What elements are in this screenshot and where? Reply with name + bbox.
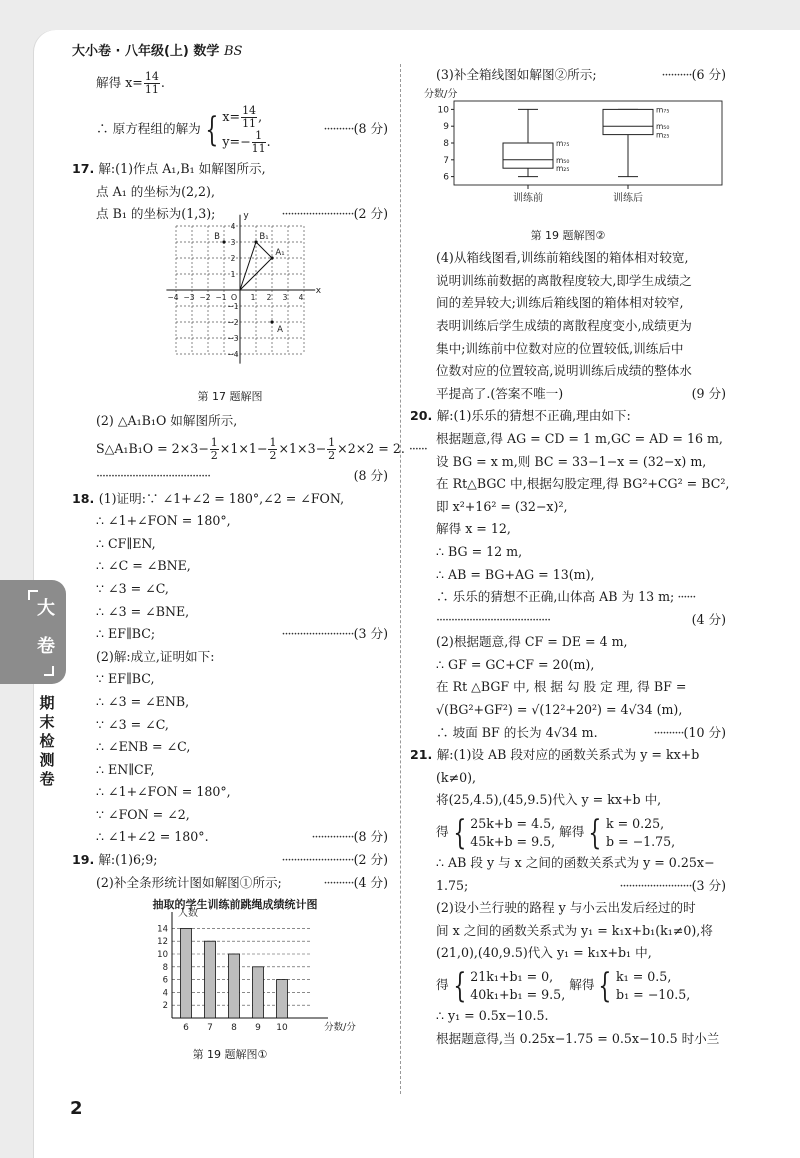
quantile-label: m₅₀ [656,121,670,131]
x-tick-label: 3 [282,292,288,302]
q20-line: ∴ 乐乐的猜想不正确,山体高 AB 为 13 m; ······ [436,589,696,605]
q20-line: ∴ 坡面 BF 的长为 4√34 m. ··········(10 分) [410,722,726,745]
q18-line: 18. (1)证明:∵ ∠1+∠2 = 180°,∠2 = ∠FON, [72,490,345,506]
x-tick-label: 6 [183,1023,189,1034]
point-label: B [214,231,220,242]
plot-frame [454,101,722,185]
figure-19b-caption: 第 19 题解图② [530,228,606,242]
q20-line: 根据题意,得 AG = CD = 1 m,GC = AD = 16 m, [436,430,723,446]
q20-line: 即 x²+16² = (32−x)², [436,498,568,514]
x-axis-label: 分数/分 [324,1022,356,1034]
score-points: ························(3 分) [281,626,388,642]
text-line: 1.75; ························(3 分) [410,875,726,898]
x-tick-label: 训练后 [613,192,643,204]
quantile-label: m₇₅ [556,138,570,148]
figure-17-caption: 第 17 题解图 [197,389,263,403]
y-tick-label: 4 [162,988,168,999]
q18-line: ∴ ∠1+∠FON = 180°, [96,513,231,529]
box-plot-chart [420,87,720,225]
score-points: (8 分) [353,121,388,136]
y-tick-label: 7 [443,155,449,166]
q18-line: ∵ ∠3 = ∠C, [96,716,169,732]
q18-line: ∴ EF∥BC; ························(3 分) [72,623,388,646]
q18-line: ∵ ∠3 = ∠C, [96,580,169,596]
y-tick-label: 1 [230,269,236,279]
q18-line: (2)解:成立,证明如下: [96,648,215,664]
fraction: $\frac{14}{11}$ [144,70,159,96]
y-tick-label: 2 [230,253,236,263]
x-tick-label: 7 [207,1023,213,1034]
question-number-21: 21. [410,747,437,763]
quantile-label: m₇₅ [656,104,670,114]
q20-line: 20. 解:(1)乐乐的猜想不正确,理由如下: [410,408,631,424]
text-line: (2)设小兰行驶的路程 y 与小云出发后经过的时 [436,900,696,916]
tab-big-label: 大卷 [37,598,55,657]
solve-line: 解得 x= [96,75,143,90]
box-训练前 [503,143,553,168]
score-points: ··············(8 分) [311,829,388,845]
question-18-block [72,488,388,850]
q18-line: ∴ ∠1+∠2 = 180°. ··············(8 分) [72,826,388,849]
point-B [222,240,225,243]
point-B₁ [254,240,257,243]
text-line: ∴ AB 段 y 与 x 之间的函数关系式为 y = 0.25x− [436,855,715,871]
origin-label: O [230,292,238,302]
q20-line: ∴ BG = 12 m, [436,543,523,559]
q20-line: ∴ AB = BG+AG = 13(m), [436,566,595,582]
q21-line: 将(25,4.5),(45,9.5)代入 y = kx+b 中, [436,792,662,808]
q19-line: 间的差异较大;训练后箱线图的箱体相对较窄, [436,295,684,311]
text-line: 间 x 之间的函数关系式为 y₁ = k₁x+b₁(k₁≠0),将 [436,922,713,938]
q19-line: 集中;训练前中位数对应的位置较低,训练后中 [436,340,684,356]
bar-9 [253,967,264,1018]
y-axis-label: y [243,210,249,221]
bar-6 [181,929,192,1019]
y-tick-label: −2 [227,317,239,327]
y-tick-label: 12 [157,937,168,948]
y-tick-label: 14 [157,924,168,935]
q19-line: 平提高了.(答案不唯一) (9 分) [436,383,726,406]
y-tick-label: 4 [230,221,236,231]
bar-8 [229,954,240,1018]
q18-line: ∵ ∠FON = ∠2, [96,806,190,822]
q18-line: ∴ ∠1+∠FON = 180°, [96,784,231,800]
question-21-block [410,744,726,1050]
y-tick-label: 10 [157,950,168,961]
box-训练后 [603,109,653,134]
text-line: ∴ y₁ = 0.5x−10.5. [436,1008,549,1023]
x-tick-label: 训练前 [513,192,543,204]
text-line: (21,0),(40,9.5)代入 y₁ = k₁x+b₁ 中, [436,945,652,961]
point-label: A [277,324,283,335]
column-divider [400,64,401,1094]
q20-line: 设 BG = x m,则 BC = 33−1−x = (32−x) m, [436,453,707,469]
score-points: ························(3 分) [619,877,726,893]
point-A [270,320,273,323]
question-20-block: 20. 解:(1)乐乐的猜想不正确,理由如下: 根据题意,得 AG = CD = 1 m,GC = AD = 16 m, 设 BG = x m,则 BC = 33−1−x = (32−x) m, 在 Rt△BGC 中,根据勾股定理,得 BG²+CG² = BC², 即 x²+16² = (32−x)², 解得 x = 12, ∴ BG = 12 m, ∴ AB = BG+AG = 13(m), ∴ 乐乐的猜想不正确,山体高 AB 为 13 m; ······ ······································ (4 分) (2)根据题意,得 CF = DE = 4 m, ∴ GF = GC+CF = 20(m), 在 Rt △BGF 中, 根 据 勾 股 定 理, 得 BF = √(BG²+GF²) = √(12²+20²) = 4√34 (m), ∴ 坡面 BF 的长为 4√34 m. ··········(10 分) [410,405,726,744]
question-number-17: 17. [72,161,95,176]
x-axis-label: x [315,285,322,296]
q18-line: ∴ ∠ENB = ∠C, [96,739,191,755]
x-tick-label: 10 [276,1023,288,1034]
x-tick-label: −1 [215,292,227,302]
score-points: ··········(10 分) [653,724,726,740]
y-axis-label: 人数 [178,908,198,920]
y-axis-label: 分数/分 [424,88,458,100]
score-points: (4 分) [691,611,726,627]
area-formula: S△A₁B₁O = 2×3− $\frac{1}{2}$ ×1×1− $\frac{1}{2}$ ×1×3− $\frac{1}{2}$ ×2×2 = 2. ······ [96,435,427,462]
y-tick-label: −1 [227,301,239,311]
q18-line: ∴ ∠C = ∠BNE, [96,558,191,574]
page-number: 2 [70,1098,83,1119]
system-solution: ∴ 原方程组的解为 { x= $\frac{14}{11}$ , y=− $\frac{1}{11}$ . ··········(8 分) [96,103,388,155]
q18-line: ∵ EF∥BC, [96,671,155,687]
header-edition: BS [223,44,243,59]
y-tick-label: 6 [443,172,449,183]
question-number-19: 19. [72,852,95,868]
score-points: (9 分) [691,385,726,401]
y-tick-label: 9 [443,121,449,132]
equation-system: 得 { 21k₁+b₁ = 0, 40k₁+b₁ = 9.5, 解得 { k₁ = 0.5, b₁ = −10.5, [436,965,691,1006]
x-tick-label: −4 [167,292,179,302]
text-line: 根据题意得,当 0.25x−1.75 = 0.5x−10.5 时小兰 [436,1030,720,1046]
x-tick-label: 2 [266,292,272,302]
q18-line: ∴ EN∥CF, [96,761,155,777]
bar-7 [205,941,216,1018]
equation-system: 得 { 25k+b = 4.5, 45k+b = 9.5, 解得 { k = 0.25, b = −1.75, [436,812,676,853]
x-tick-label: 8 [231,1023,237,1034]
q19-line: 表明训练后学生成绩的离散程度变小,成绩更为 [436,317,692,333]
q20-line: ∴ GF = GC+CF = 20(m), [436,656,595,672]
q20-line: 解得 x = 12, [436,521,511,537]
y-tick-label: 3 [230,237,236,247]
q21-line: (k≠0), [436,769,477,785]
point-label: B₁ [259,231,269,242]
header-title: 大小卷 · 八年级(上) 数学 [72,44,220,59]
right-column: (3)补全箱线图如解图②所示; ··········(6 分) 分数/分 6 7 8 9 10 m₇₅ m₅₀ m₂₅ 训练前 m₇₅ m₅₀ m₂₅ 训练后 第 19 题解图② (4)从箱线图看,训练前箱线图的箱体相对较宽, 说明训练前数据的离散程度较大,即学生成绩之 间的差异较大;训练后箱线图的箱体相对较窄, 表明训练后学生成绩的离散程度变小,成绩更为 集中;训练前中位数对应的位置较低,训练后中 位数对应的位置较高,说明训练后成绩的整体水 平提高了.(答案不唯一) (9 分) 20. 解:(1)乐乐的猜想不正确,理由如下: 根据题意,得 AG = CD = 1 m,GC = AD = 16 m, 设 BG = x m,则 BC = 33−1−x = (32−x) m, 在 Rt△BGC 中,根据勾股定理,得 BG²+CG² = BC², 即 x²+16² = (32−x)², 解得 x = 12, ∴ BG = 12 m, ∴ AB = BG+AG = 13(m), ∴ 乐乐的猜想不正确,山体高 AB 为 13 m; ······ ······································ (4 分) (2)根据题意,得 CF = DE = 4 m, ∴ GF = GC+CF = 20(m), 在 Rt △BGF 中, 根 据 勾 股 定 理, 得 BF = √(BG²+GF²) = √(12²+20²) = 4√34 (m), ∴ 坡面 BF 的长为 4√34 m. ··········(10 分) 21. 解:(1)设 AB 段对应的函数关系式为 y = kx+b (k≠0), 将(25,4.5),(45,9.5)代入 y = kx+b 中, 得 { 25k+b = 4.5, 45k+b = 9.5, 解得 { k = 0.25, b = −1.75, ∴ AB 段 y 与 x 之间的函数关系式为 y = 0.25x− 1.75; ························(3 分) (2)设小兰行驶的路程 y 与小云出发后经过的时 间 x 之间的函数关系式为 y₁ = k₁x+b₁(k₁≠0),将 (21,0),(40,9.5)代入 y₁ = k₁x+b₁ 中, 得 { 21k₁+b₁ = 0, 40k₁+b₁ = 9.5, 解得 { k₁ = 0.5, b₁ = −10.5, ∴ y₁ = 0.5x−10.5. 根据题意得,当 0.25x−1.75 = 0.5x−10.5 时小兰 [410,64,726,1050]
running-header [72,40,242,59]
point-label: A₁ [275,247,285,258]
q19-line: (4)从箱线图看,训练前箱线图的箱体相对较宽, [436,250,689,266]
quantile-label: m₂₅ [656,130,670,140]
quantile-label: m₅₀ [556,155,570,165]
q21-line: 21. 解:(1)设 AB 段对应的函数关系式为 y = kx+b [410,747,700,763]
question-number-20: 20. [410,408,437,424]
q18-line: ∴ CF∥EN, [96,535,156,551]
section-tab [0,580,66,684]
left-column: 解得 x= $\frac{14}{11}$ . ∴ 原方程组的解为 { x= $\frac{14}{11}$ , y=− $\frac{1}{11}$ . ··········(8 分) 17. 解:(1)作点 A₁,B₁ 如解图所示, 点 A₁ 的坐标为(2,2), 点 B₁ 的坐标为(1,3); ························(2 分) x y O −4 −3 −2 −1 1 2 3 4 4 3 2 1 −1 −2 −3 −4 B B₁ A₁ A 第 17 题解图 (2) △A₁B₁O 如解图所示, S△A₁B₁O = 2×3− $\frac{1}{2}$ ×1×1− $\frac{1}{2}$ ×1×3− $\frac{1}{2}$ ×2×2 = 2. ······ ······································ (8 分) 18. (1)证明:∵ ∠1+∠2 = 180°,∠2 = ∠FON, ∴ ∠1+∠FON = 180°, ∴ CF∥EN, ∴ ∠C = ∠BNE, ∵ ∠3 = ∠C, ∴ ∠3 = ∠BNE, ∴ EF∥BC; ························(3 分) (2)解:成立,证明如下: ∵ EF∥BC, ∴ ∠3 = ∠ENB, ∵ ∠3 = ∠C, ∴ ∠ENB = ∠C, ∴ EN∥CF, ∴ ∠1+∠FON = 180°, ∵ ∠FON = ∠2, ∴ ∠1+∠2 = 180°. ··············(8 分) 19. 解:(1)6;9; ························(2 分) (2)补全条形统计图如解图①所示; ··········(4 分) 抽取的学生训练前跳绳成绩统计图 2 4 6 8 10 12 14 人数 6 7 8 9 10 分数/分 第 19 题解图① [72,66,388,1067]
y-tick-label: −3 [227,333,239,343]
q18-line: ∴ ∠3 = ∠BNE, [96,603,190,619]
y-tick-label: 10 [437,104,449,115]
question-number-18: 18. [72,490,99,506]
y-tick-label: 8 [162,963,168,974]
quantile-label: m₂₅ [556,163,570,173]
coordinate-grid-figure [167,210,350,386]
q20-line: (2)根据题意,得 CF = DE = 4 m, [436,634,628,650]
point-A₁ [270,256,273,259]
y-tick-label: 2 [162,1001,168,1012]
y-tick-label: −4 [227,349,239,359]
x-tick-label: 1 [250,292,256,302]
q19-line: 位数对应的位置较高,说明训练后成绩的整体水 [436,363,692,379]
q18-line: ∴ ∠3 = ∠ENB, [96,693,190,709]
q20-line: 在 Rt △BGF 中, 根 据 勾 股 定 理, 得 BF = [436,679,687,695]
y-tick-label: 8 [443,138,449,149]
tab-vertical-label: 期末检测卷 [39,694,55,788]
question-19-part4 [410,247,726,405]
x-tick-label: −3 [183,292,195,302]
q20-line: √(BG²+GF²) = √(12²+20²) = 4√34 (m), [436,702,683,718]
q19-line: 说明训练前数据的离散程度较大,即学生成绩之 [436,272,692,288]
bar-chart [150,910,360,1040]
q20-line: 在 Rt△BGC 中,根据勾股定理,得 BG²+CG² = BC², [436,476,730,492]
x-tick-label: 4 [298,292,304,302]
x-tick-label: 9 [255,1023,261,1034]
bar-10 [277,980,288,1018]
y-tick-label: 6 [162,975,168,986]
bar-chart-title: 抽取的学生训练前跳绳成绩统计图 [152,898,318,912]
figure-19a-caption: 第 19 题解图① [192,1048,268,1062]
x-tick-label: −2 [199,292,211,302]
